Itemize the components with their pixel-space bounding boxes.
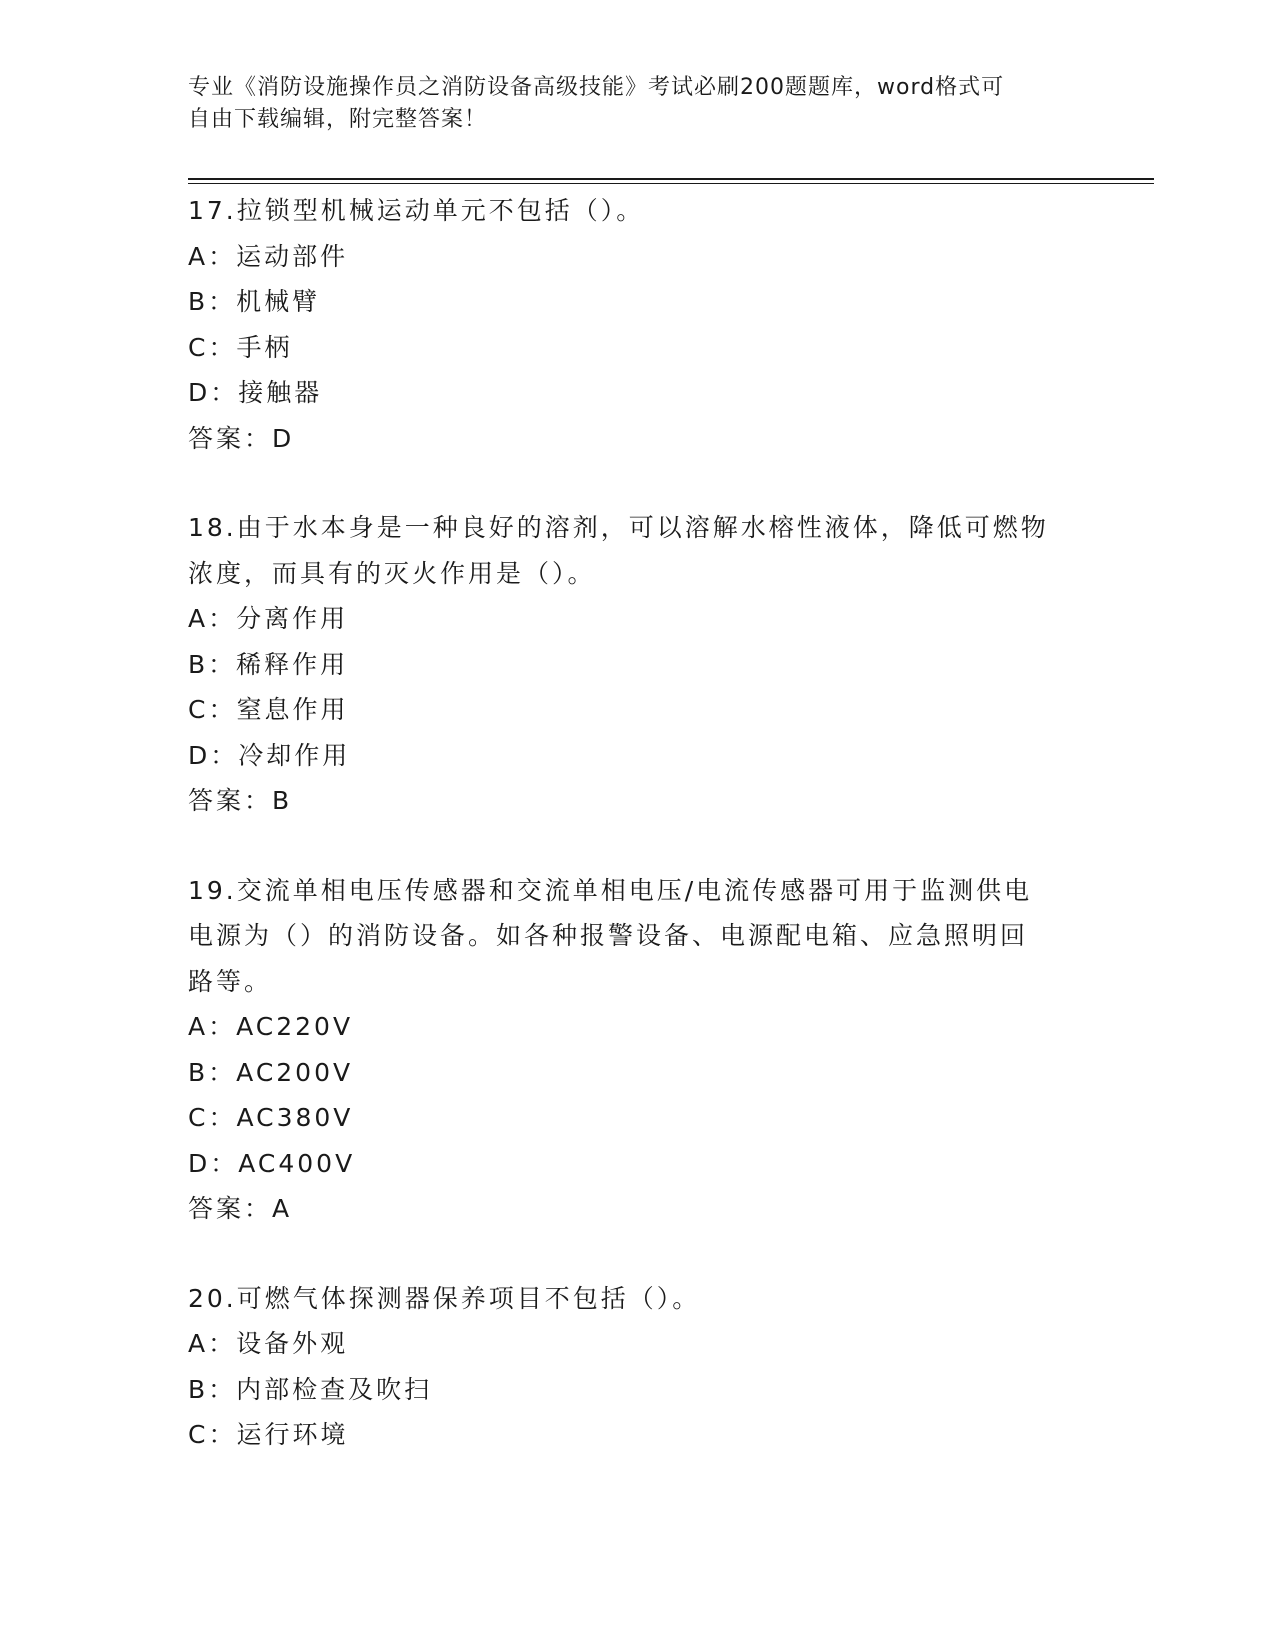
header-line-2: 自由下载编辑，附完整答案！ — [188, 107, 488, 132]
document-header — [188, 72, 1068, 136]
question-text: 17.拉锁型机械运动单元不包括（）。 — [188, 196, 645, 225]
option-d: D：冷却作用 — [188, 740, 351, 770]
question-text: 19.交流单相电压传感器和交流单相电压/电流传感器可用于监测供电 — [188, 875, 1033, 905]
answer: 答案：B — [188, 786, 293, 815]
question-20 — [188, 1276, 1088, 1458]
option-d: D：接触器 — [188, 378, 323, 407]
option-c: C：运行环境 — [188, 1420, 349, 1449]
header-divider-thin — [188, 183, 1154, 184]
option-b: B：内部检查及吹扫 — [188, 1374, 433, 1404]
question-text: 18.由于水本身是一种良好的溶剂，可以溶解水榕性液体，降低可燃物 — [188, 513, 1049, 542]
option-a: A：AC220V — [188, 1012, 354, 1041]
option-c: C：AC380V — [188, 1103, 354, 1132]
option-b: B：机械臂 — [188, 287, 321, 316]
answer: 答案：D — [188, 423, 295, 453]
question-list — [188, 188, 1088, 1502]
header-divider — [188, 178, 1154, 180]
question-17 — [188, 188, 1088, 461]
option-a: A：运动部件 — [188, 241, 349, 271]
answer: 答案：A — [188, 1194, 293, 1223]
question-text: 浓度，而具有的灭火作用是（）。 — [188, 558, 596, 588]
option-a: A：分离作用 — [188, 604, 349, 633]
question-18 — [188, 505, 1088, 824]
option-c: C：窒息作用 — [188, 695, 349, 724]
question-text: 路等。 — [188, 966, 273, 996]
option-a: A：设备外观 — [188, 1329, 349, 1358]
header-line-1: 专业《消防设施操作员之消防设备高级技能》考试必刷200题题库，word格式可 — [188, 75, 1005, 100]
option-b: B：AC200V — [188, 1057, 354, 1087]
question-text: 20.可燃气体探测器保养项目不包括（）。 — [188, 1283, 701, 1313]
option-d: D：AC400V — [188, 1148, 356, 1178]
option-b: B：稀释作用 — [188, 649, 349, 679]
question-19 — [188, 868, 1088, 1232]
option-c: C：手柄 — [188, 332, 293, 362]
question-text: 电源为（）的消防设备。如各种报警设备、电源配电箱、应急照明回 — [188, 921, 1029, 950]
